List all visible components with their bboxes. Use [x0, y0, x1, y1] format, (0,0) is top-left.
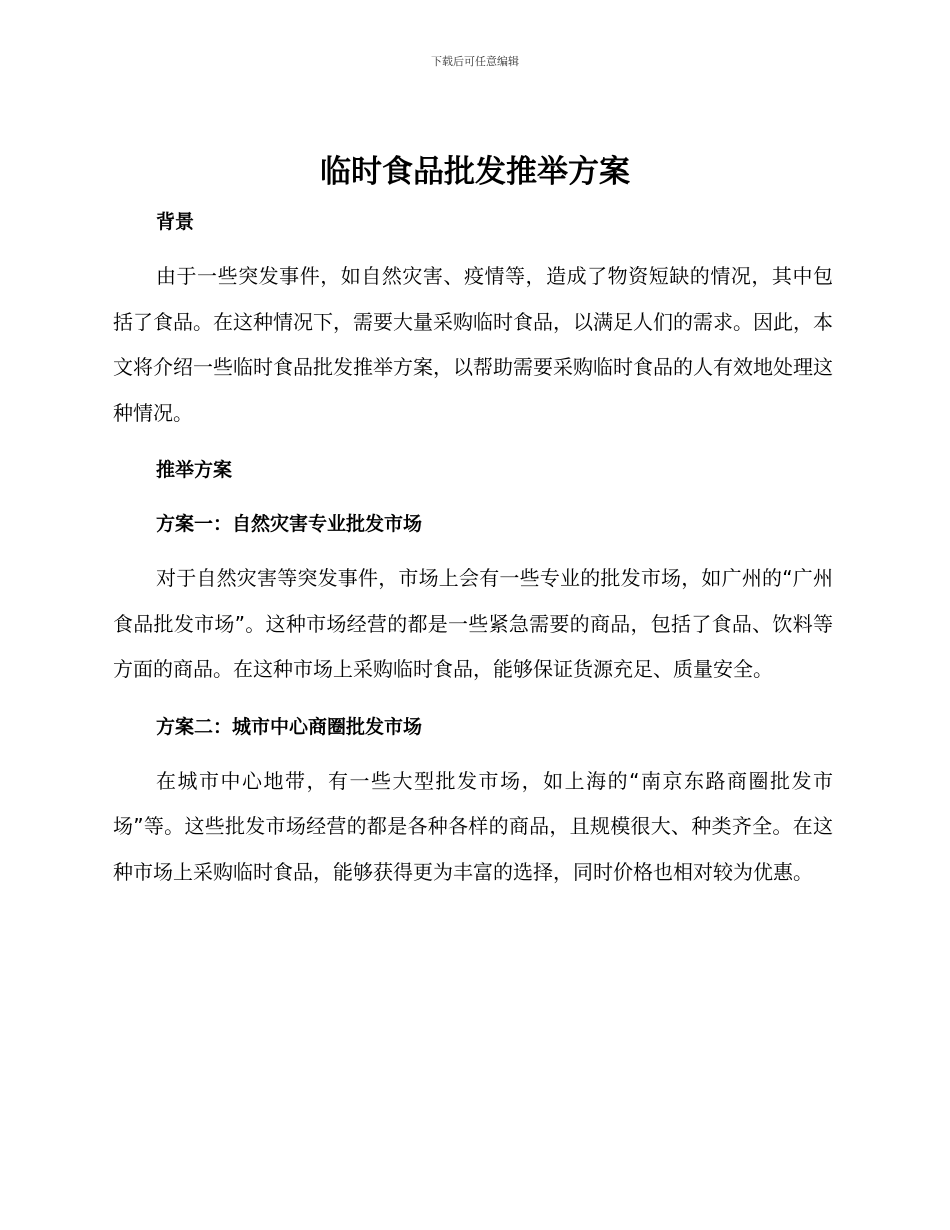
- document-body: [113, 202, 833, 895]
- section-recommendations: [113, 450, 833, 490]
- section-background: [113, 202, 833, 436]
- section-heading-plan-two: 方案二：城市中心商圈批发市场: [156, 715, 423, 738]
- section-heading-recommendations: 推举方案: [156, 459, 233, 481]
- paragraph-plan-one: 对于自然灾害等突发事件，市场上会有一些专业的批发市场，如广州的“广州食品批发市场”。这种市场经营的都是一些紧急需要的商品，包括了食品、饮料等方面的商品。在这种市场上采购临时食品，能够保证货源充足、质量安全。: [113, 566, 833, 681]
- section-heading-background: 背景: [156, 211, 195, 233]
- section-plan-two: [113, 707, 833, 896]
- paragraph-background: 由于一些突发事件，如自然灾害、疫情等，造成了物资短缺的情况，其中包括了食品。在这种情况下，需要大量采购临时食品，以满足人们的需求。因此，本文将介绍一些临时食品批发推举方案，以帮助需要采购临时食品的人有效地处理这种情况。: [113, 264, 833, 425]
- page-header-note: 下载后可任意编辑: [431, 55, 519, 68]
- paragraph-plan-two: 在城市中心地带，有一些大型批发市场，如上海的“南京东路商圈批发市场”等。这些批发市场经营的都是各种各样的商品，且规模很大、种类齐全。在这种市场上采购临时食品，能够获得更为丰富的选择，同时价格也相对较为优惠。: [113, 768, 833, 884]
- section-plan-one: [113, 504, 833, 693]
- document-title: 临时食品批发推举方案: [320, 154, 630, 190]
- section-heading-plan-one: 方案一：自然灾害专业批发市场: [156, 513, 423, 535]
